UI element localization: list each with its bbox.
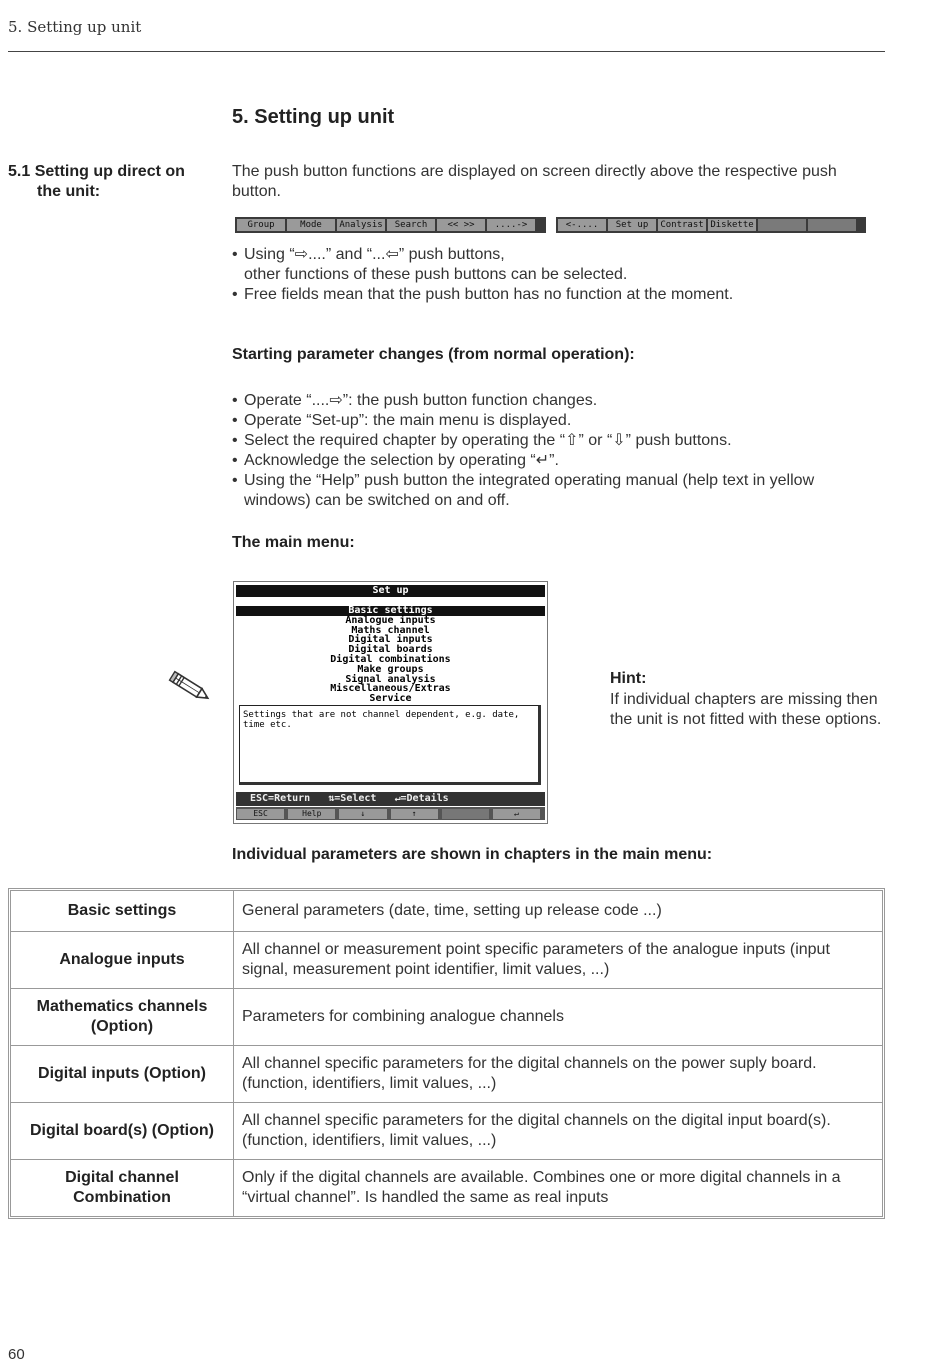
softkey-search: Search — [387, 219, 435, 231]
menu-item: Digital boards — [348, 644, 433, 656]
screen-key-up: ↑ — [391, 809, 438, 819]
softkey-mode: Mode — [287, 219, 335, 231]
menu-item: Miscellaneous/Extras — [330, 683, 451, 695]
screen-key-esc: ESC — [237, 809, 284, 819]
table-cell-chapter: Digital channel Combination — [11, 1160, 234, 1216]
table-cell-chapter: Mathematics channels (Option) — [11, 989, 234, 1045]
hint-title: Hint: — [610, 670, 647, 687]
screen-softkeys — [236, 807, 545, 820]
menu-item: Make groups — [357, 663, 424, 675]
screen-key-help: Help — [288, 809, 335, 819]
table-cell-chapter: Analogue inputs — [11, 932, 234, 988]
header-divider — [8, 51, 885, 52]
table-cell-description: All channel specific parameters for the digital channels on the digital input board(s). (function, identifiers, limit values, ...) — [242, 1112, 831, 1149]
pencil-icon — [165, 668, 215, 706]
table-row — [11, 1045, 882, 1102]
softkey-set-up: Set up — [608, 219, 656, 231]
list-item: • Using “⇨....” and “...⇦” push buttons, — [232, 245, 882, 265]
softkey-bar-left — [235, 217, 546, 233]
list-item-continuation: other functions of these push buttons can be selected. — [244, 266, 628, 283]
softkey-diskette: Diskette — [708, 219, 756, 231]
softkey-blank — [808, 219, 856, 231]
push-button-notes — [232, 245, 882, 305]
parameter-table — [8, 888, 885, 1219]
section-heading-line2: the unit: — [37, 183, 101, 200]
table-cell-description: All channel specific parameters for the digital channels on the power suply board. (function, identifiers, limit values, ...) — [242, 1055, 817, 1092]
setup-screen-image — [233, 581, 548, 824]
list-item: • Acknowledge the selection by operating “↵”. — [232, 451, 882, 471]
softkey-more-right: ....-> — [487, 219, 535, 231]
table-row — [11, 988, 882, 1045]
softkey-analysis: Analysis — [337, 219, 385, 231]
table-cell-description: All channel or measurement point specific parameters of the analogue inputs (input signal, measurement point identifier, limit values, ...) — [242, 941, 830, 978]
table-row — [11, 1159, 882, 1216]
table-cell-description: General parameters (date, time, setting up release code ...) — [242, 902, 662, 919]
screen-status-line: ESC=Return ⇅=Select ↵=Details — [236, 792, 545, 806]
list-item-continuation: windows) can be switched on and off. — [244, 492, 510, 509]
table-cell-chapter: Digital board(s) (Option) — [11, 1103, 234, 1159]
softkey-contrast: Contrast — [658, 219, 706, 231]
table-cell-chapter: Digital inputs (Option) — [11, 1046, 234, 1102]
list-item: • Using the “Help” push button the integrated operating manual (help text in yellow — [232, 471, 882, 491]
softkey-bar-right — [556, 217, 866, 233]
section-heading — [8, 162, 218, 202]
screen-key-down: ↓ — [339, 809, 386, 819]
screen-key-blank — [442, 809, 489, 819]
menu-item: Digital inputs — [348, 634, 433, 646]
help-window: Settings that are not channel dependent, e.g. date, time etc. — [239, 705, 541, 785]
table-cell-description: Parameters for combining analogue channels — [242, 1008, 564, 1025]
table-row — [11, 931, 882, 988]
softkey-blank — [758, 219, 806, 231]
softkey-more-left: <-.... — [558, 219, 606, 231]
menu-item: Digital combinations — [330, 653, 451, 665]
intro-paragraph: The push button functions are displayed on screen directly above the respective push button. — [232, 163, 837, 200]
starting-changes-heading: Starting parameter changes (from normal operation): — [232, 346, 635, 363]
running-header: 5. Setting up unit — [8, 18, 142, 36]
chapter-title: 5. Setting up unit — [232, 106, 395, 128]
screen-key-enter: ↵ — [493, 809, 540, 819]
menu-item: Maths channel — [351, 624, 430, 636]
table-row — [11, 891, 882, 931]
menu-item: Service — [369, 693, 412, 705]
screen-title: Set up — [236, 585, 545, 597]
list-item: • Operate “Set-up”: the main menu is displayed. — [232, 411, 882, 431]
main-menu-heading: The main menu: — [232, 534, 355, 551]
section-heading-line1: 5.1 Setting up direct on — [8, 163, 185, 180]
table-row — [11, 1102, 882, 1159]
operation-steps — [232, 391, 882, 511]
list-item: • Select the required chapter by operating the “⇧” or “⇩” push buttons. — [232, 431, 882, 451]
softkey-scroll: << >> — [437, 219, 485, 231]
menu-item-selected: Basic settings — [236, 606, 545, 616]
menu-item: Analogue inputs — [345, 614, 436, 626]
list-item: • Operate “....⇨”: the push button function changes. — [232, 391, 882, 411]
table-cell-description: Only if the digital channels are available. Combines one or more digital channels in a “virtual channel”. Is handled the same as real inputs — [242, 1169, 841, 1206]
menu-item: Signal analysis — [345, 673, 436, 685]
softkey-group: Group — [237, 219, 285, 231]
individual-params-heading: Individual parameters are shown in chapters in the main menu: — [232, 846, 713, 863]
page-number: 60 — [8, 1346, 25, 1363]
list-item: • Free fields mean that the push button has no function at the moment. — [232, 285, 882, 305]
hint-text: If individual chapters are missing then the unit is not fitted with these options. — [610, 691, 882, 728]
table-cell-chapter: Basic settings — [11, 891, 234, 931]
setup-menu — [236, 606, 545, 704]
